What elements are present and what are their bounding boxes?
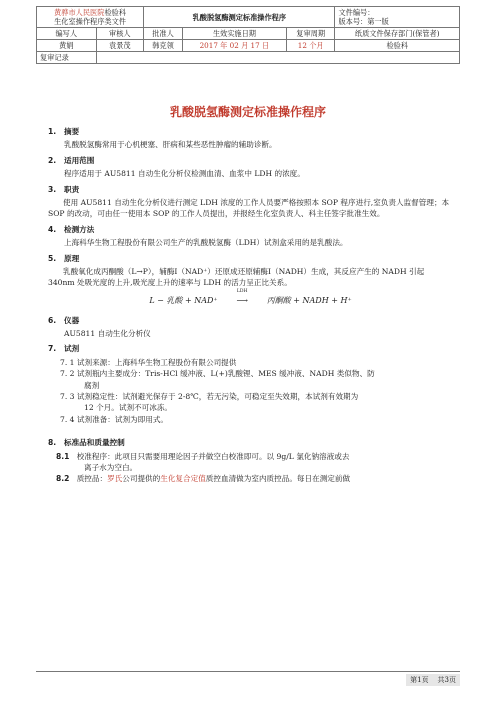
section-heading-1: 1. 摘要	[48, 127, 80, 136]
doc-number-label: 文件编号：	[338, 8, 375, 17]
reaction-arrow-icon: LDH ⟶	[220, 295, 264, 307]
document-body	[48, 126, 453, 489]
document-category: 生化室操作程序类文件	[54, 17, 126, 26]
label-reviewer: 审核人	[96, 28, 144, 40]
section-text-1: 乳酸脱氢酶常用于心机梗塞、肝病和某些恶性肿瘤的辅助诊断。	[64, 140, 277, 150]
page-total: 共3页	[437, 676, 456, 684]
list-item-continuation: 腐剂	[84, 380, 100, 390]
section-heading-2: 2. 适用范围	[48, 155, 95, 165]
qc-list	[48, 451, 453, 485]
reaction-formula	[48, 288, 453, 307]
list-item-continuation: 12 个月。试剂不可冰冻。	[84, 403, 173, 413]
section-text-4: 上海科华生物工程股份有限公司生产的乳酸脱氢酶（LDH）试剂盒采用的是乳酸法。	[64, 238, 348, 248]
review-record-value	[96, 52, 459, 64]
formula-reactants: L − 乳酸 + NAD⁺	[149, 295, 218, 305]
list-item: 7. 2 试剂瓶内主要成分：Tris-HCl 缓冲液、L(+)乳酸锂、MES 缓冲液、NADH 类似物、防	[60, 369, 375, 379]
list-item: 7. 4 试剂准备：试剂为即用式。	[60, 414, 169, 424]
list-item: 7. 3 试剂稳定性：试剂避光保存于 2-8℃，若无污染，可稳定至失效期，本试剂有效期为	[60, 392, 359, 402]
section-heading-7: 7. 试剂	[48, 344, 80, 354]
reagent-list	[48, 357, 453, 425]
label-review-cycle: 复审周期	[286, 28, 335, 40]
section-text-6: AU5811 自动生化分析仪	[64, 329, 151, 339]
value-effective-date: 2017 年 02 月 17 日	[182, 40, 286, 52]
list-item: 8.1 校准程序：此项目只需要用理论因子并做空白校准即可。以 9g/L 氯化钠溶液或去	[56, 451, 350, 461]
document-header-table	[36, 6, 460, 64]
section-heading-6: 6. 仪器	[48, 315, 80, 325]
section-text-3: 使用 AU5811 自动生化分析仪进行测定 LDH 浓度的工作人员要严格按照本 SOP 程序进行,室负责人监督管理；本 SOP 的改动，可由任一使用本 SOP 的工作人员提出，并报经生化室负责人、科主任签字批准生效。	[48, 197, 450, 219]
list-item: 7. 1 试剂来源：上海科华生物工程股份有限公司提供	[60, 357, 237, 367]
footer-divider	[36, 671, 460, 672]
section-text-5: 乳酸氧化成丙酮酸（L→P），辅酶Ⅰ（NAD⁺）还原成还原辅酶Ⅰ（NADH）生成，其反应产生的 NADH 引起 340nm 处吸光度的上升,吸光度上升的速率与 LDH 的活力呈正比关系。	[48, 266, 425, 288]
page-title: 乳酸脱氢酶测定标准操作程序	[169, 105, 326, 119]
page-number: 第1页	[410, 676, 429, 684]
value-author: 黄娟	[37, 40, 97, 52]
value-approver: 韩克领	[144, 40, 183, 52]
label-effective-date: 生效实施日期	[182, 28, 286, 40]
section-heading-8: 8. 标准品和质量控制	[48, 438, 125, 448]
department-name: 检验科	[104, 8, 127, 17]
section-heading-4: 4. 检测方法	[48, 224, 95, 234]
label-storage-dept: 纸质文件保存部门(保管者)	[335, 28, 460, 40]
version-label: 版本号：第一版	[338, 17, 389, 26]
list-item-continuation: 离子水为空白。	[84, 462, 138, 472]
review-record-label: 复审记录	[37, 52, 97, 64]
section-heading-3: 3. 职责	[48, 184, 80, 194]
value-storage-dept: 检验科	[335, 40, 460, 52]
label-author: 编写人	[37, 28, 97, 40]
doc-info-cell	[335, 7, 460, 28]
section-heading-5: 5. 原理	[48, 253, 80, 263]
org-cell	[37, 7, 144, 28]
list-item: 8.2 质控品：罗氏公司提供的生化复合定值质控血清做为室内质控品。每日在测定前做	[56, 474, 351, 484]
page-footer	[406, 674, 460, 686]
formula-enzyme: LDH	[236, 288, 248, 294]
label-approver: 批准人	[144, 28, 183, 40]
value-reviewer: 袁景茂	[96, 40, 144, 52]
formula-products: 丙酮酸 + NADH + H⁺	[266, 295, 352, 305]
section-text-2: 程序适用于 AU5811 自动生化分析仪检测血清、血浆中 LDH 的浓度。	[64, 169, 305, 179]
hospital-name: 黄骅市人民医院	[54, 8, 105, 17]
header-doc-title: 乳酸脱氢酶测定标准操作程序	[144, 7, 335, 28]
value-review-cycle: 12 个月	[286, 40, 335, 52]
